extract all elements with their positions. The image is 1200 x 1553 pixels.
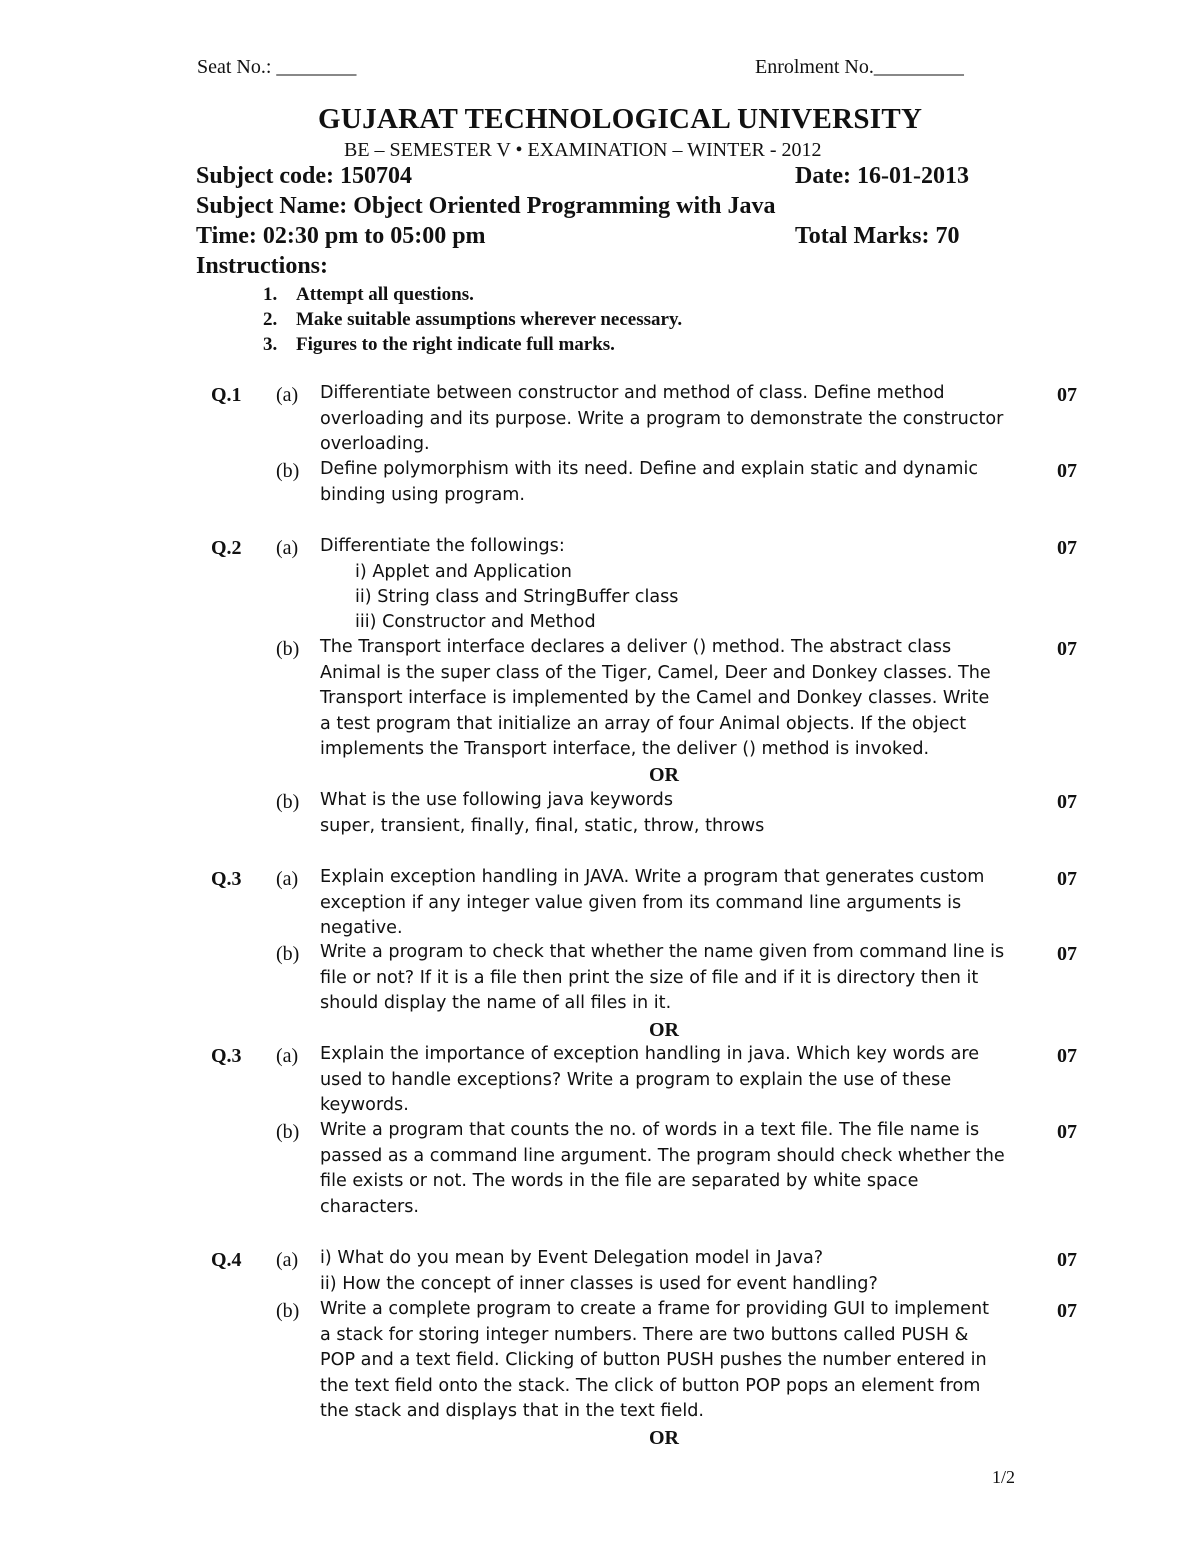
list-item: i) Applet and Application	[355, 562, 572, 582]
instruction-text: Figures to the right indicate full marks.	[296, 334, 615, 355]
part-label: (b)	[276, 460, 300, 482]
text-line: file exists or not. The words in the file are separated by white space	[320, 1171, 919, 1191]
instruction-number: 3.	[263, 334, 278, 355]
enrolment-number: Enrolment No._________	[755, 56, 964, 78]
instructions-title: Instructions:	[196, 253, 329, 279]
question-text	[320, 940, 1010, 1017]
text-line: Write a complete program to create a frame for providing GUI to implement	[320, 1299, 990, 1319]
text-line: The Transport interface declares a deliver () method. The abstract class	[320, 637, 952, 657]
marks: 07	[1057, 1300, 1077, 1322]
text-line: Animal is the super class of the Tiger, Camel, Deer and Donkey classes. The	[320, 662, 991, 683]
text-line: POP and a text field. Clicking of button PUSH pushes the number entered in	[320, 1350, 987, 1370]
part-label: (b)	[276, 943, 300, 965]
text-line: super, transient, finally, final, static, throw, throws	[320, 815, 765, 836]
part-label: (b)	[276, 791, 300, 813]
part-label: (a)	[276, 868, 299, 890]
text-line: negative.	[320, 918, 403, 938]
text-line: Define polymorphism with its need. Define and explain static and dynamic	[320, 459, 979, 479]
question-text	[320, 635, 1010, 763]
exam-date: Date: 16-01-2013	[795, 163, 969, 189]
question-number: Q.3	[211, 868, 242, 890]
instruction-text: Make suitable assumptions wherever necessary.	[296, 309, 683, 330]
marks: 07	[1057, 791, 1077, 813]
text-line: Write a program to check that whether the name given from command line is	[320, 942, 1005, 962]
text-line: Transport interface is implemented by the Camel and Donkey classes. Write	[320, 688, 990, 708]
text-line: a stack for storing integer numbers. There are two buttons called PUSH &	[320, 1324, 969, 1345]
marks: 07	[1057, 1045, 1077, 1067]
part-label: (a)	[276, 1045, 299, 1067]
list-item: iii) Constructor and Method	[355, 612, 596, 632]
question-text	[320, 381, 1010, 458]
marks: 07	[1057, 537, 1077, 559]
text-line: Explain exception handling in JAVA. Write a program that generates custom	[320, 867, 985, 887]
part-label: (a)	[276, 384, 299, 406]
subject-code: Subject code: 150704	[196, 163, 412, 189]
text-line: i) What do you mean by Event Delegation model in Java?	[320, 1248, 824, 1268]
subject-name: Subject Name: Object Oriented Programming with Java	[196, 193, 776, 219]
part-label: (a)	[276, 537, 299, 559]
text-line: exception if any integer value given from its command line arguments is	[320, 892, 962, 913]
marks: 07	[1057, 460, 1077, 482]
question-number: Q.1	[211, 384, 242, 406]
text-line: passed as a command line argument. The program should check whether the	[320, 1145, 1005, 1166]
question-text	[320, 1297, 1010, 1425]
text-line: Differentiate between constructor and method of class. Define method	[320, 383, 945, 403]
question-text	[320, 534, 1010, 560]
instruction-number: 1.	[263, 284, 278, 305]
text-line: Differentiate the followings:	[320, 536, 565, 556]
marks: 07	[1057, 384, 1077, 406]
text-line: Explain the importance of exception handling in java. Which key words are	[320, 1044, 980, 1064]
question-text	[320, 1118, 1010, 1220]
part-label: (a)	[276, 1249, 299, 1271]
text-line: overloading.	[320, 434, 430, 454]
marks: 07	[1057, 943, 1077, 965]
text-line: should display the name of all files in it.	[320, 993, 672, 1013]
text-line: binding using program.	[320, 484, 525, 505]
text-line: keywords.	[320, 1095, 409, 1115]
or-separator: OR	[649, 764, 679, 786]
part-label: (b)	[276, 1121, 300, 1143]
question-text	[320, 457, 1010, 508]
university-title: GUJARAT TECHNOLOGICAL UNIVERSITY	[318, 103, 923, 135]
or-separator: OR	[649, 1019, 679, 1041]
marks: 07	[1057, 638, 1077, 660]
marks: 07	[1057, 1121, 1077, 1143]
question-text	[320, 1246, 1010, 1297]
question-number: Q.3	[211, 1045, 242, 1067]
marks: 07	[1057, 868, 1077, 890]
question-number: Q.2	[211, 537, 242, 559]
text-line: Write a program that counts the no. of words in a text file. The file name is	[320, 1120, 980, 1140]
seat-number: Seat No.: ________	[197, 56, 357, 78]
question-text	[320, 1042, 1010, 1119]
exam-time: Time: 02:30 pm to 05:00 pm	[196, 223, 486, 249]
text-line: overloading and its purpose. Write a program to demonstrate the constructor	[320, 408, 1004, 429]
part-label: (b)	[276, 638, 300, 660]
marks: 07	[1057, 1249, 1077, 1271]
text-line: characters.	[320, 1196, 420, 1217]
text-line: ii) How the concept of inner classes is used for event handling?	[320, 1273, 878, 1294]
page-number: 1/2	[992, 1467, 1016, 1487]
text-line: the text field onto the stack. The click of button POP pops an element from	[320, 1375, 981, 1396]
exam-line: BE – SEMESTER V • EXAMINATION – WINTER - 2012	[344, 139, 822, 161]
text-line: implements the Transport interface, the deliver () method is invoked.	[320, 739, 930, 759]
or-separator: OR	[649, 1427, 679, 1449]
text-line: a test program that initialize an array of four Animal objects. If the object	[320, 713, 967, 734]
text-line: What is the use following java keywords	[320, 790, 674, 810]
part-label: (b)	[276, 1300, 300, 1322]
total-marks: Total Marks: 70	[795, 223, 960, 249]
instruction-number: 2.	[263, 309, 278, 330]
text-line: the stack and displays that in the text field.	[320, 1401, 704, 1421]
text-line: file or not? If it is a file then print the size of file and if it is directory then it	[320, 967, 979, 988]
instruction-text: Attempt all questions.	[296, 284, 474, 305]
question-text	[320, 788, 1010, 839]
question-text	[320, 865, 1010, 942]
list-item: ii) String class and StringBuffer class	[355, 587, 679, 607]
question-number: Q.4	[211, 1249, 242, 1271]
text-line: used to handle exceptions? Write a program to explain the use of these	[320, 1069, 952, 1090]
